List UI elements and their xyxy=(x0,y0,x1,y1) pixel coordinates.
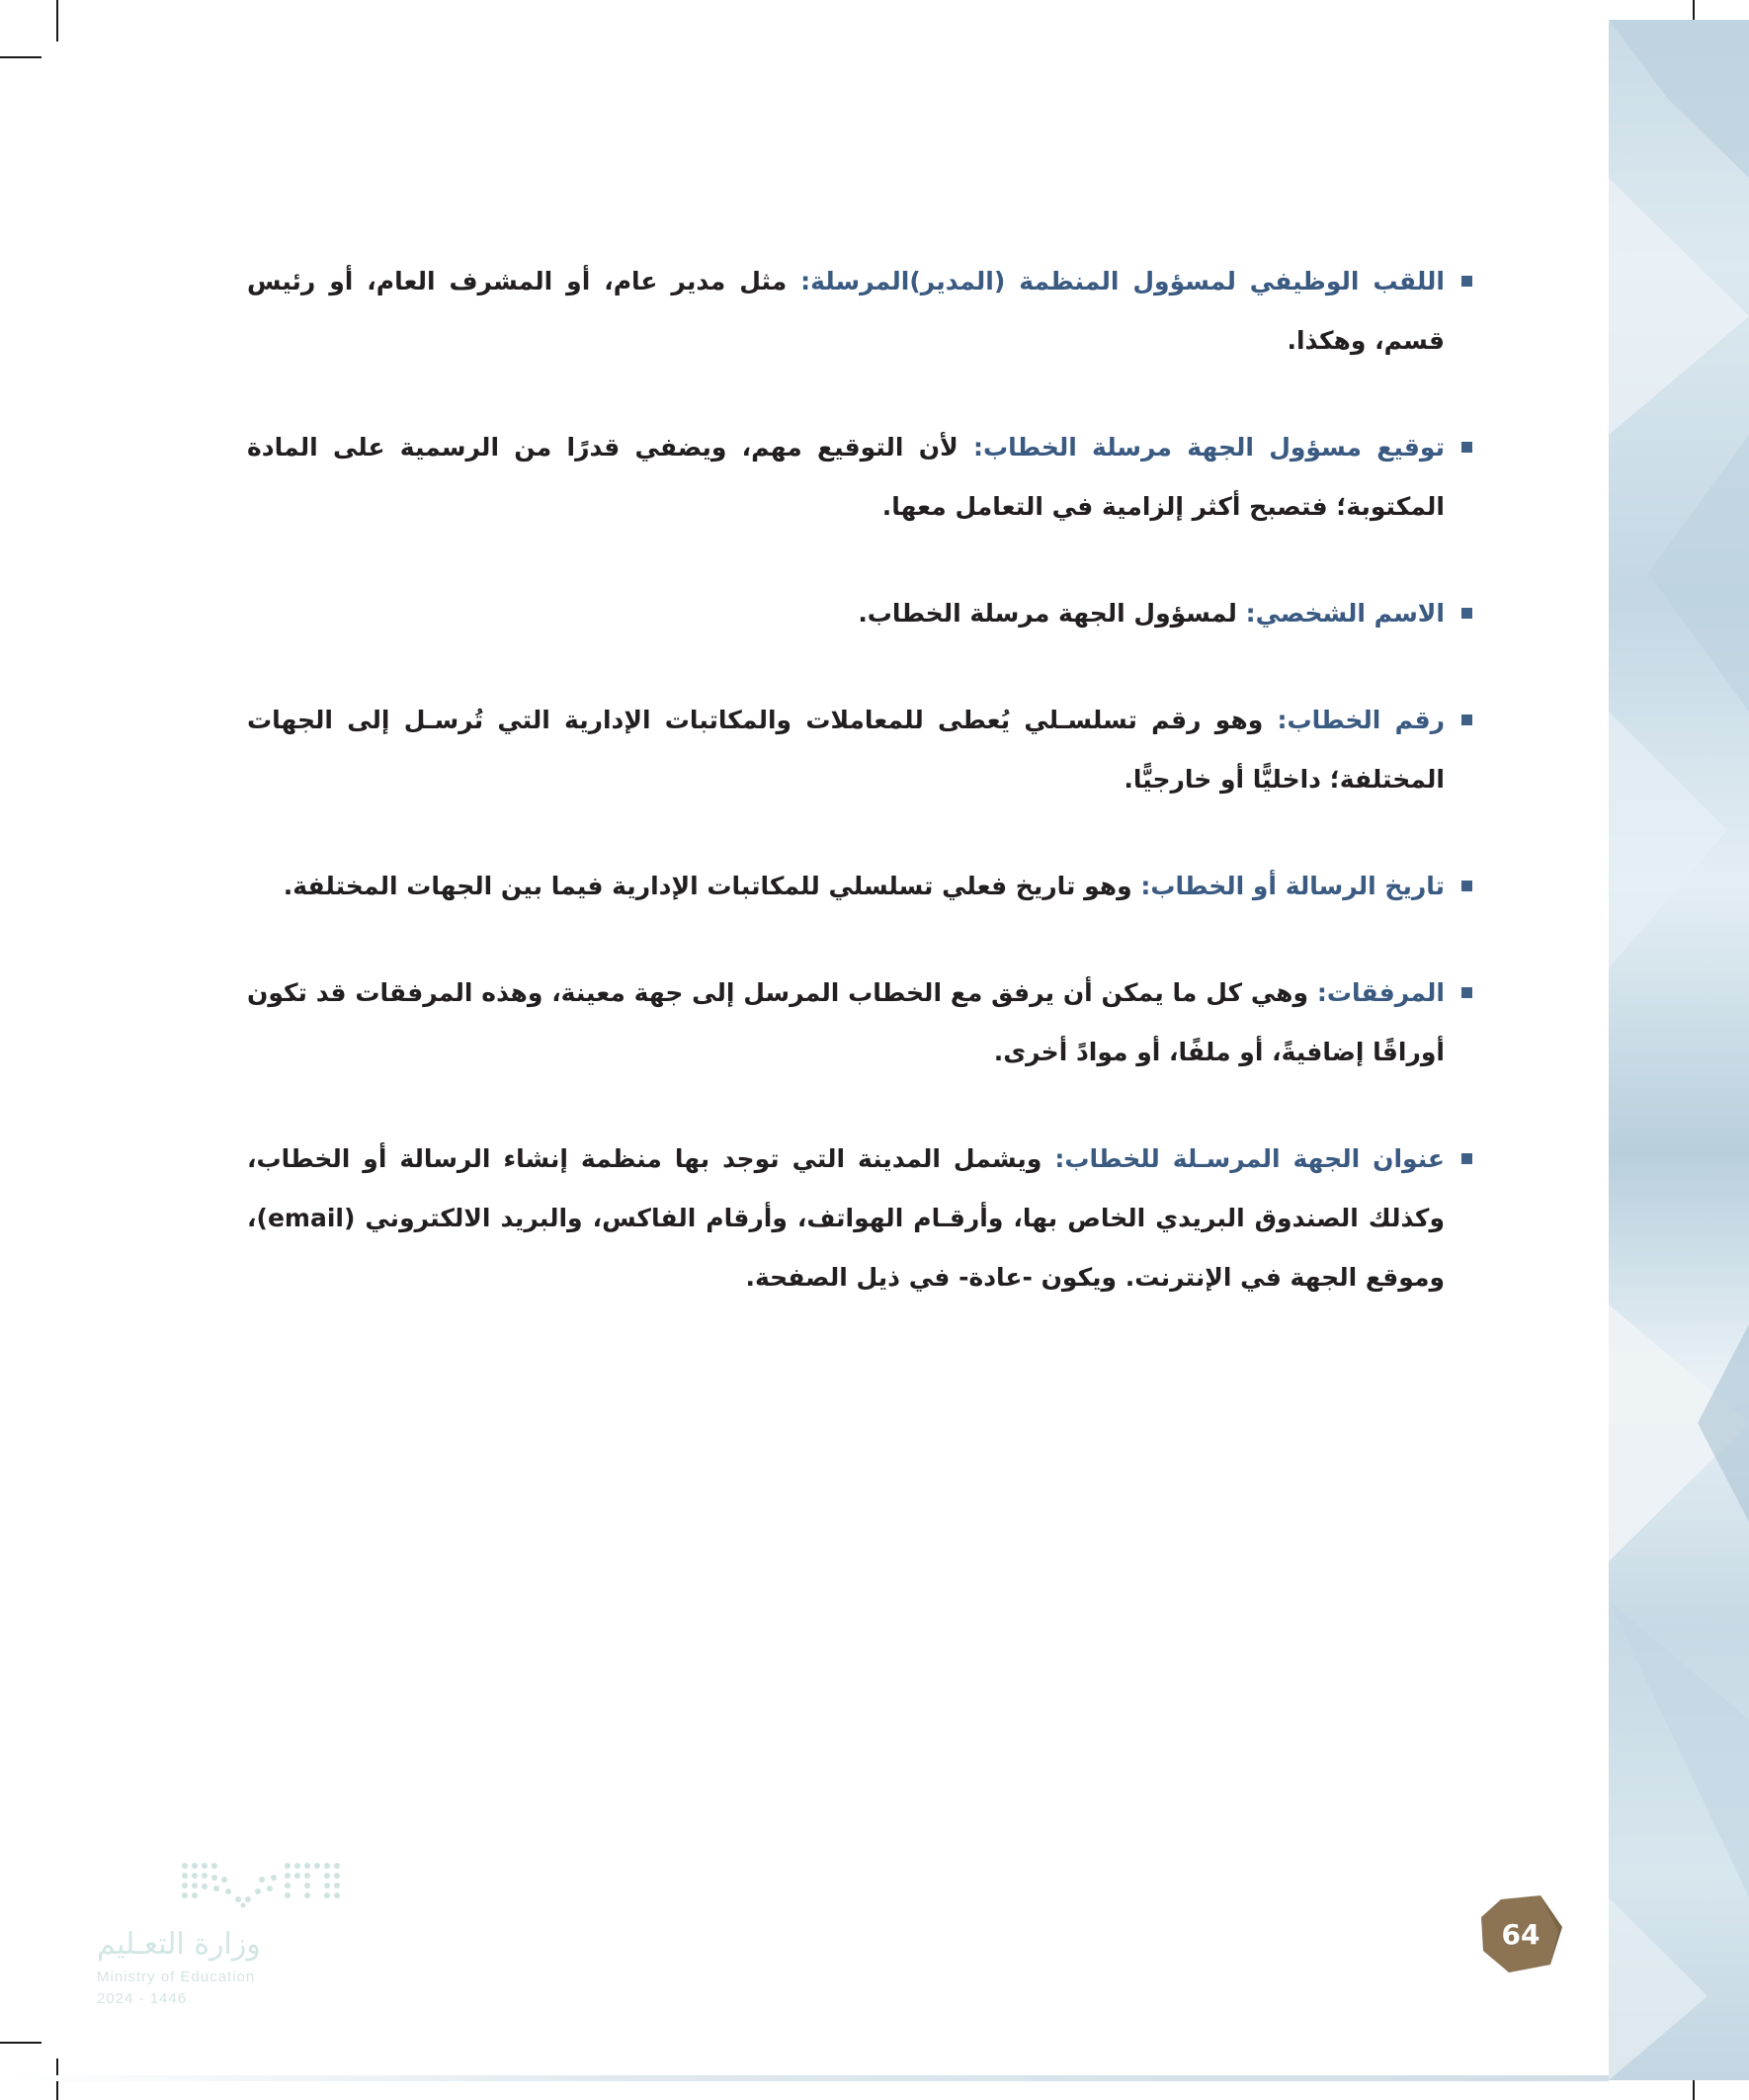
item-term: توقيع مسؤول الجهة مرسلة الخطاب: xyxy=(972,433,1445,462)
item-text: لمسؤول الجهة مرسلة الخطاب. xyxy=(858,599,1246,628)
list-item xyxy=(247,857,1472,916)
item-text: مثل مدير عام، أو المشرف العام، أو رئيس قسم، وهكذا. xyxy=(247,267,1445,355)
item-text: ويشمل المدينة التي توجد بها منظمة إنشاء الرسالة أو الخطاب، وكذلك الصندوق البريدي الخاص بها، وأرقـام الهواتف، وأرقام الفاكس، والبريد الالكتروني (email)، وموقع الجهة في الإنترنت. ويكون -عادة- في ذيل الصفحة. xyxy=(247,1144,1445,1292)
item-term: عنوان الجهة المرسـلة للخطاب: xyxy=(1054,1144,1445,1173)
bullet-square-icon xyxy=(1461,442,1472,453)
list-item xyxy=(247,964,1472,1082)
crop-mark xyxy=(0,2042,42,2044)
list-item xyxy=(247,1130,1472,1307)
item-term: اللقب الوظيفي لمسؤول المنظمة (المدير)المرسلة: xyxy=(800,267,1445,295)
bullet-list xyxy=(247,252,1472,1355)
page-number: 64 xyxy=(1501,1917,1541,1951)
ministry-logo-english: Ministry of Education xyxy=(97,1969,256,1985)
bottom-strip xyxy=(0,2075,1609,2081)
item-text: لأن التوقيع مهم، ويضفي قدرًا من الرسمية على المادة المكتوبة؛ فتصبح أكثر إلزامية في التعامل معها. xyxy=(247,433,1445,521)
bullet-square-icon xyxy=(1461,276,1472,287)
side-band-facets xyxy=(1609,20,1749,2080)
bullet-square-icon xyxy=(1461,1153,1472,1164)
item-text: وهو رقم تسلسـلي يُعطى للمعاملات والمكاتبات الإدارية التي تُرسـل إلى الجهات المختلفة؛ داخليًّا أو خارجيًّا. xyxy=(247,706,1445,794)
item-term: الاسم الشخصي: xyxy=(1245,599,1445,628)
list-item xyxy=(247,584,1472,643)
item-term: رقم الخطاب: xyxy=(1277,706,1445,734)
crop-mark xyxy=(56,0,58,42)
ministry-logo-year: 2024 - 1446 xyxy=(97,1990,188,2007)
item-term: تاريخ الرسالة أو الخطاب: xyxy=(1140,872,1445,900)
list-item xyxy=(247,252,1472,371)
item-text: وهو تاريخ فعلي تسلسلي للمكاتبات الإدارية فيما بين الجهات المختلفة. xyxy=(283,872,1141,900)
list-item xyxy=(247,691,1472,809)
bullet-square-icon xyxy=(1461,881,1472,891)
item-term: المرفقات: xyxy=(1316,978,1445,1007)
crop-mark xyxy=(0,56,42,58)
list-item xyxy=(247,418,1472,537)
bullet-square-icon xyxy=(1461,608,1472,619)
item-text: وهي كل ما يمكن أن يرفق مع الخطاب المرسل إلى جهة معينة، وهذه المرفقات قد تكون أوراقًا إضافيةً، أو ملفًا، أو موادً أخرى. xyxy=(247,978,1445,1066)
bullet-square-icon xyxy=(1461,987,1472,998)
ministry-logo-arabic: وزارة التعـليم xyxy=(97,1927,261,1962)
bullet-square-icon xyxy=(1461,714,1472,725)
decorative-side-band xyxy=(1609,20,1749,2080)
